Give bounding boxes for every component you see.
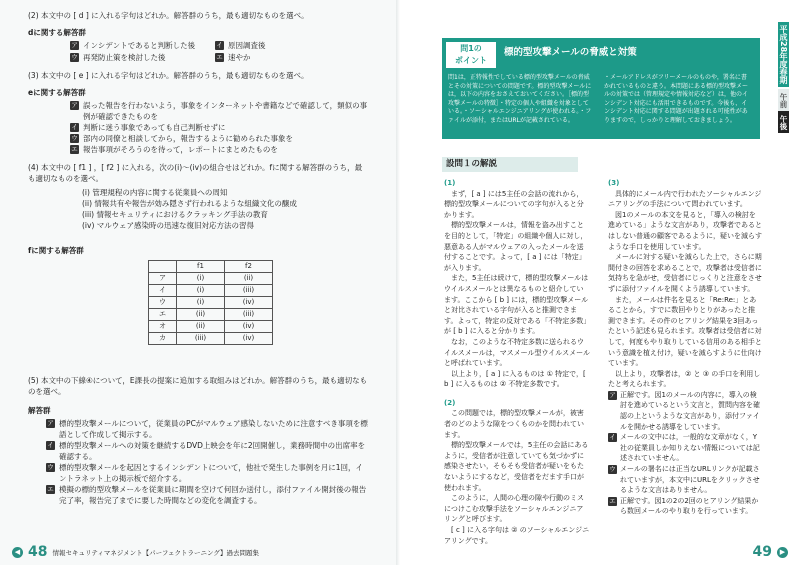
q4-items: [82, 187, 368, 231]
table-row: [149, 321, 273, 333]
e-option: [70, 133, 368, 144]
point-title: 標的型攻撃メールの脅威と対策: [504, 47, 637, 58]
explanation-text: メールの署名には正当なURLリンクが記載されていますが，本文中にURLをクリックさせるような文言はありません。: [620, 465, 760, 495]
option-key-badge: ア: [47, 419, 54, 427]
option-text: インシデントであると判断した後: [83, 41, 196, 50]
d-option: [70, 40, 215, 51]
table-row: [149, 273, 273, 285]
option-text: 再発防止策を検討した後: [83, 53, 166, 62]
e-options: [28, 100, 368, 155]
option-key-badge: イ: [47, 441, 54, 449]
e-option: [70, 100, 368, 122]
explanation-heading: 設問１の解説: [442, 157, 578, 172]
explanation-paragraph: また，5主任は続けて，標的型攻撃メールはウイルスメールとは異なるものと紹介しています。ここから [ b ] には，標的型攻撃メールと対比されている字句が入ると推測できます。よって，特定の反対である「不特定多数」が [ b ] に入ると分かります。: [444, 274, 589, 336]
table-cell: (iii): [225, 309, 273, 321]
explanation-paragraph: 以上より，[ a ] に入るものは ① 特定で，[ b ] に入るものは ② 不特定多数です。: [444, 369, 586, 389]
option-key-badge: イ: [71, 123, 78, 131]
table-cell: (iv): [225, 297, 273, 309]
explanation-paragraph: メールに対する疑いを減らした上で，さらに期間付きの回答を求めることで，攻撃者は受信者に気持ちを急がせ，受信者にじっくりと注意をさせずに添付ファイルを開くよう誘導しています。: [608, 253, 762, 293]
table-cell: (ii): [177, 321, 225, 333]
point-tag-line2: ポイント: [455, 56, 487, 65]
option-key-badge: ウ: [609, 465, 616, 474]
point-box: [442, 38, 760, 139]
d-option: [215, 52, 355, 63]
answer-option: [46, 440, 368, 462]
option-key-badge: ア: [609, 390, 616, 399]
answer-explanation: [608, 496, 762, 517]
table-cell: (ii): [225, 273, 273, 285]
table-cell: (iv): [225, 333, 273, 345]
section-heading-f: fに関する解答群: [28, 246, 84, 255]
table-header-cell: f2: [225, 261, 273, 273]
option-text: 部内の同僚と相談してから，報告するように勧められた事象を: [83, 134, 293, 143]
explanation-paragraph: なお，このような不特定多数に送られるウイルスメールは，マスメール型ウイルスメールと呼ばれています。: [444, 337, 590, 368]
option-key-badge: ウ: [71, 53, 78, 61]
option-key-badge: ア: [71, 41, 78, 49]
explanation-paragraph: また，メールは件名を見ると「Re:Re:」とあることから，すでに数回やりとりがあったと推測できます。その件のヒアリング結果を3回あったという記述も見られます。攻撃者は受信者に対して，何度もやり取りしている信用のある相手という意識を植え付け，疑いを減らすように仕向けています。: [608, 295, 762, 368]
table-cell: ア: [149, 273, 177, 285]
q4-item: (iii) 情報セキュリティにおけるクラッキング手法の教育: [82, 210, 268, 219]
answer-explanation: [608, 432, 762, 464]
e-option: [70, 122, 368, 133]
table-header-cell: [149, 261, 177, 273]
d-option: [70, 52, 215, 63]
side-tabs: [778, 22, 800, 133]
q4-item: (ii) 情報共有や報告が効み隠さず行われるような組織文化の醸成: [82, 199, 297, 208]
table-cell: (ii): [177, 309, 225, 321]
explanation-paragraph: 具体的にメール内で行われたソーシャルエンジニアリングの手法について問われています。: [608, 189, 762, 209]
right-page: [400, 0, 800, 565]
option-text: 標的型攻撃メールへの対策を継続するDVD上映会を年に2回開催し，業務時間中の出席率を確認する。: [59, 441, 366, 461]
option-key-badge: イ: [609, 433, 616, 442]
option-key-badge: ウ: [71, 134, 78, 142]
right-footer: [753, 544, 788, 560]
tab-afternoon[interactable]: 午後: [778, 111, 789, 133]
answer-explanation: [608, 390, 762, 432]
explanation-paragraph: 図1のメールの本文を見ると，「導入の検討を進めている」ような文言があり，攻撃者であるとはしない普通の顧客であるように，疑いを減らすような手口を使用しています。: [608, 210, 762, 251]
question-5: (5) 本文中の下線④について，E課長の提案に追加する取組みはどれか。解答群のうち，最も適切なものを選べ。: [28, 376, 368, 396]
explanation-paragraph: 以上より，攻撃者は，② と ③ の手口を利用したと考えられます。: [608, 369, 761, 389]
option-text: 標的型攻撃メールについて，従業員のPCがマルウェア感染しないために注意すべき事項を標語として作成して掲示する。: [59, 419, 368, 439]
point-columns: [448, 74, 754, 125]
option-text: 誤った報告を行わないよう，事象をインターネットや書籍などで確認して，類似の事例が確認できたものを: [83, 101, 368, 121]
option-key-badge: ア: [71, 101, 78, 109]
explanation-paragraph: この問題では，標的型攻撃メールが，被害者のどのような隙をつくものかを問われています。: [444, 409, 584, 439]
option-text: 判断に迷う事象であっても自己判断せずに: [83, 123, 226, 132]
option-key-badge: エ: [71, 145, 78, 153]
option-text: 標的型攻撃メールを起因とするインシデントについて，他社で発生した事例を月に1回，イントラネット上の掲示板で紹介する。: [59, 463, 363, 483]
tab-morning[interactable]: 午前: [778, 89, 789, 111]
table-cell: (iii): [225, 285, 273, 297]
table-header-cell: f1: [177, 261, 225, 273]
option-text: 模擬の標的型攻撃メールを従業員に期間を空けて何回か送付し，添付ファイル開封後の報告完了率，報告完了までに要した時間などの変化を調査する。: [59, 485, 367, 505]
tab-exam-year[interactable]: 平成28年度春期: [778, 22, 789, 87]
option-key-badge: エ: [609, 496, 616, 505]
explanation-paragraph: 標的型攻撃メールでは，5主任の会話にあるように，受信者が注意していても気づかずに感染させたい，そもそも受信者が疑いをもたないようにするなど，受信者をだます手口が使われます。: [444, 441, 589, 492]
section-heading-e: eに関する解答群: [28, 88, 86, 97]
question-4: (4) 本文中の [ f1 ] ，[ f2 ] に入れる，次の(i)～(iv)の組合せはどれか。fに関する解答群のうち，最も適切なものを選べ。: [28, 163, 363, 183]
table-row: [149, 285, 273, 297]
section-heading-answers: 解答群: [28, 406, 51, 415]
explanation-paragraph: まず，[ a ] には5主任の会話の流れから，標的型攻撃メールについての字句が入ると分かります。: [444, 189, 584, 219]
table-cell: カ: [149, 333, 177, 345]
prev-page-icon[interactable]: ◀: [12, 547, 23, 558]
point-col-2: ・メールアドレスがフリーメールのものや，署名に書かれているものと違う。本問題にある標的型攻撃メールの対策では（管理規定や情報対応など）は，他のインシデント対応にも活用できるものです。今後も，インシデント対応に関する問題が出題される可能性がありますので，しっかりと理解しておきましょう。: [604, 74, 749, 124]
table-cell: (i): [177, 297, 225, 309]
e-option: [70, 144, 368, 155]
point-col-1: 問1は，正特報性でしている標的型攻撃メールの脅威とその対策についての問題です。標的型攻撃メールには，以下の内容をおさえておいてください。［標的型攻撃メールの特徴］・特定の個人や組織を対象としている。・ソーシャルエンジニアリングが使われる。・ファイルが添付，またはURLが記載されている。: [448, 74, 592, 124]
table-cell: イ: [149, 285, 177, 297]
left-content: [28, 10, 368, 506]
d-option: [215, 40, 355, 51]
table-row: [149, 297, 273, 309]
next-page-icon[interactable]: ▶: [777, 547, 788, 558]
q4-item: (iv) マルウェア感染時の迅速な復旧対応方法の習得: [82, 221, 254, 230]
sub-question-number: (1): [444, 179, 456, 187]
table-cell: (iv): [225, 321, 273, 333]
point-tag: [446, 42, 496, 68]
option-key-badge: エ: [216, 53, 223, 61]
q4-item: (i) 管理規程の内容に関する従業員への周知: [82, 188, 228, 197]
page-number-left: 48: [28, 544, 48, 560]
sub-question-number: (2): [444, 398, 456, 407]
explanation-text: 正解です。図1の2の2回のヒアリング結果から数回メールのやり取りを行っています。: [620, 496, 759, 516]
question-3: (3) 本文中の [ e ] に入れる字句はどれか。解答群のうち，最も適切なものを選べ。: [28, 71, 309, 80]
section-heading-d: dに関する解答群: [28, 28, 86, 37]
table-cell: ウ: [149, 297, 177, 309]
f-answer-table: [148, 260, 273, 345]
answer-option: [46, 418, 368, 440]
option-key-badge: イ: [216, 41, 223, 49]
table-cell: (i): [177, 285, 225, 297]
option-text: 原因調査後: [228, 41, 266, 50]
option-key-badge: ウ: [47, 463, 54, 471]
explanation-paragraph: 標的型攻撃メールは，情報を盗み出すことを目的として，「特定」の組織や個人に対し，悪意ある人がマルウェアの入ったメールを送付することです。よって，[ a ] には「特定」が入ります。: [444, 221, 588, 272]
answer-option: [46, 462, 368, 484]
answer-explanation: [608, 464, 762, 496]
option-text: 速やか: [228, 53, 251, 62]
table-cell: (iii): [177, 333, 225, 345]
option-text: 報告事項がそろうのを待って，レポートにまとめたものを: [83, 145, 278, 154]
page-number-right: 49: [752, 544, 772, 560]
table-row: [149, 333, 273, 345]
explanation-col-2: [608, 178, 762, 546]
table-cell: エ: [149, 309, 177, 321]
explanation-text: メールの文中には，一般的な文章がなく，Y社の従業員しか知りえない情報については記述されていません。: [620, 433, 760, 463]
book-title: 情報セキュリティマネジメント【パーフェクトラーニング】過去問題集: [52, 548, 260, 557]
table-row: [149, 309, 273, 321]
question-2: (2) 本文中の [ d ] に入れる字句はどれか。解答群のうち，最も適切なものを選べ。: [28, 11, 309, 20]
point-tag-line1: 問1の: [460, 44, 482, 53]
explanation-col-1: [444, 178, 590, 546]
explanation-paragraph: [ c ] に入る字句は ② のソーシャルエンジニアリングです。: [444, 526, 590, 545]
answer-options: [28, 418, 368, 506]
option-key-badge: エ: [47, 485, 54, 493]
left-footer: [12, 544, 259, 560]
explanation-columns: [444, 178, 762, 546]
answer-option: [46, 484, 368, 506]
sub-question-number: (3): [608, 179, 620, 187]
explanation-paragraph: このように，人間の心理の隙や行動のミスにつけこむ攻撃手法をソーシャルエンジニアリングと呼びます。: [444, 494, 584, 524]
explanation-text: 正解です。図1のメールの内容に，導入の検討を進めているという文言と，質問内容を確認の上というような文言があり，添付ファイルを開かせる誘導をしています。: [620, 390, 760, 431]
d-options: [70, 40, 368, 63]
table-cell: オ: [149, 321, 177, 333]
table-cell: (i): [177, 273, 225, 285]
